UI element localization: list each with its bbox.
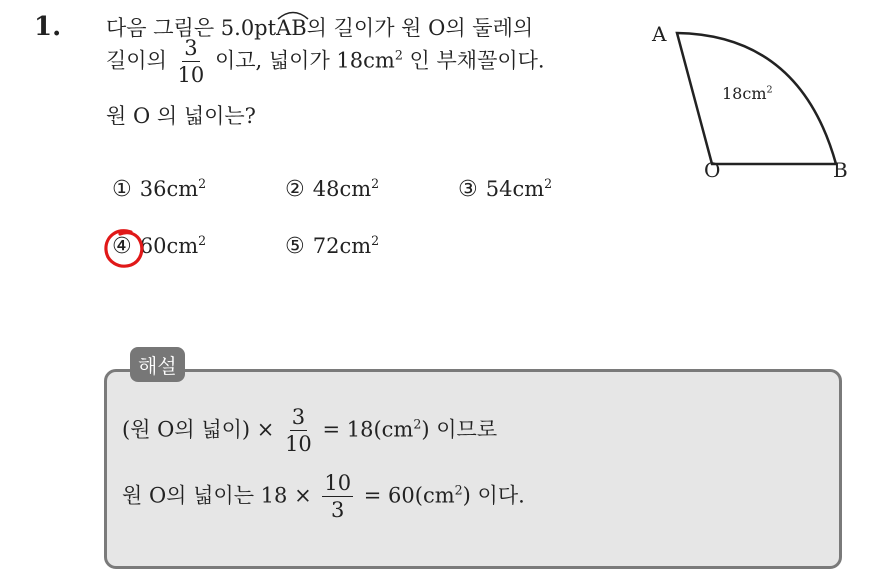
solution-line-2-end: ) 이다. [462, 483, 525, 508]
solution-line-2-start: 원 O의 넓이는 18 × [122, 483, 312, 508]
area-superscript: 2 [766, 84, 773, 96]
solution-line-1-end: ) 이므로 [421, 417, 498, 442]
question-line-2-end: 인 부채꼴이다. [409, 48, 545, 73]
choice-3[interactable] [458, 176, 552, 202]
fraction-3-10 [178, 38, 205, 86]
question-line-2-start: 길이의 [106, 48, 167, 73]
label-b: B [833, 158, 848, 182]
solution-box [104, 369, 842, 569]
choice-2-mark: ② [285, 177, 305, 202]
choice-3-sup: 2 [544, 176, 553, 191]
label-o: O [704, 158, 721, 182]
solution-line-2-sup: 2 [454, 482, 463, 498]
solution-line-2 [122, 473, 525, 521]
solution-line-1-sup: 2 [413, 416, 422, 432]
red-circle-icon [101, 225, 149, 273]
answer-circle-mark [101, 225, 149, 277]
fraction-denominator: 10 [177, 63, 205, 87]
solution-line-1-start: (원 O의 넓이) × [122, 417, 275, 442]
question-number: 1. [34, 12, 62, 42]
arc-icon [276, 8, 310, 20]
question-line-3: 원 O 의 넓이는? [106, 104, 256, 128]
solution-tab: 해설 [130, 347, 185, 382]
solution-line-1 [122, 407, 497, 455]
choice-4-sup: 2 [198, 233, 207, 248]
superscript: 2 [394, 47, 403, 63]
sector-figure [650, 20, 870, 194]
question-line-2 [106, 38, 545, 86]
area-label [722, 84, 773, 103]
solution-fraction-1 [285, 407, 312, 455]
choice-1-mark: ① [112, 177, 132, 202]
choice-2[interactable] [285, 176, 379, 202]
fraction-numerator: 3 [184, 36, 198, 60]
solution-fraction-2-num: 10 [324, 471, 352, 495]
label-a: A [652, 22, 667, 46]
arc-notation [276, 16, 307, 40]
choice-3-value: 54cm [485, 177, 545, 201]
choice-4-mark: ④ [112, 234, 132, 259]
choice-1-value: 36cm [139, 177, 199, 201]
choice-5[interactable] [285, 233, 379, 259]
solution-fraction-2 [322, 473, 353, 521]
arc-label: AB [276, 16, 307, 40]
solution-line-1-mid: = 18(cm [322, 417, 414, 442]
solution-fraction-2-den: 3 [331, 498, 345, 522]
choice-1-sup: 2 [198, 176, 207, 191]
solution-fraction-1-num: 3 [291, 405, 306, 429]
area-value: 18cm [722, 84, 767, 103]
choice-5-sup: 2 [371, 233, 380, 248]
choice-5-mark: ⑤ [285, 234, 305, 259]
choice-2-sup: 2 [371, 176, 380, 191]
choice-2-value: 48cm [312, 177, 372, 201]
question-line-1-start: 다음 그림은 5.0pt [106, 16, 277, 40]
choice-5-value: 72cm [312, 234, 372, 258]
question-line-1-end: 의 길이가 원 O의 둘레의 [306, 16, 534, 40]
choice-3-mark: ③ [458, 177, 478, 202]
solution-fraction-1-den: 10 [285, 432, 312, 456]
choice-4-value: 60cm [139, 234, 199, 258]
question-line-2-mid: 이고, 넓이가 18cm [214, 48, 395, 73]
solution-line-2-mid: = 60(cm [363, 483, 455, 508]
choice-1[interactable] [112, 176, 206, 202]
